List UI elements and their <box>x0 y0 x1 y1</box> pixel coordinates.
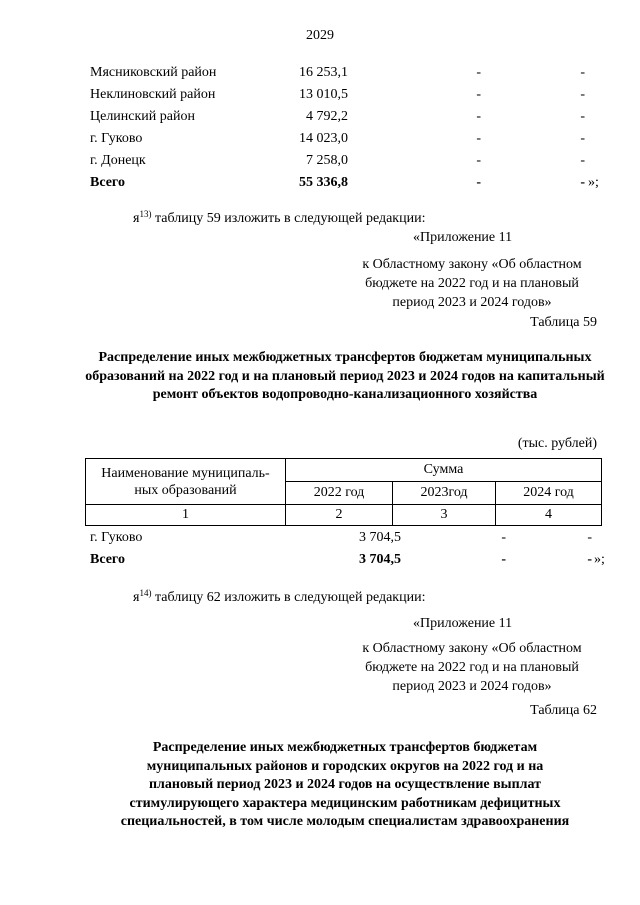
law-line: к Областному закону «Об областном <box>362 641 582 656</box>
amount-2022: 3 704,5 <box>359 530 401 545</box>
amount-2023: - <box>501 530 506 545</box>
table-row <box>90 62 608 84</box>
law-reference <box>334 255 610 312</box>
amount-2023: - <box>476 109 481 124</box>
closing-quote: »; <box>588 175 599 190</box>
closing-quote: »; <box>594 552 605 567</box>
table-row <box>90 150 608 172</box>
column-number: 1 <box>86 505 286 526</box>
amount-2024: - <box>580 87 585 102</box>
year-2024-header: 2024 год <box>496 482 602 505</box>
table-number-62: Таблица 62 <box>530 703 597 718</box>
amount-2024: - <box>587 530 592 545</box>
row-tail <box>585 84 608 106</box>
total-2023: - <box>476 175 481 190</box>
amount-2022: 13 010,5 <box>299 87 348 102</box>
district-name: Неклиновский район <box>90 87 216 102</box>
district-name: Целинский район <box>90 109 195 124</box>
amount-2022: 4 792,2 <box>306 109 348 124</box>
sum-column-header: Сумма <box>286 459 602 482</box>
column-number: 3 <box>393 505 496 526</box>
column-number: 2 <box>286 505 393 526</box>
item-number: 14) <box>139 588 152 598</box>
item-number: 13) <box>139 209 152 219</box>
row-tail <box>585 128 608 150</box>
law-line: бюджете на 2022 год и на плановый <box>365 660 579 675</box>
row-tail <box>592 527 608 549</box>
table1-rows <box>90 62 608 194</box>
table-59-title: Распределение иных межбюджетных трансфертов бюджетам муниципальных образований на 2022 год и на плановый период 2023 и 2024 годов на капитальный ремонт объектов водопроводно-канализационного хозяйства <box>85 350 605 402</box>
table-row <box>90 128 608 150</box>
amount-2023: - <box>476 131 481 146</box>
amendment-14-text <box>133 590 425 606</box>
amount-2023: - <box>476 65 481 80</box>
law-reference <box>334 639 610 696</box>
row-tail <box>585 62 608 84</box>
amount-2023: - <box>476 153 481 168</box>
amount-2022: 7 258,0 <box>306 153 348 168</box>
total-label: Всего <box>90 552 125 567</box>
table-62-title: Распределение иных межбюджетных трансфертов бюджетам муниципальных районов и городских округов на 2022 год и на плановый период 2023 и 2024 годов на осуществление выплат стимулирующего характера медицинским работникам дефицитных специальностей, в том числе молодым специалистам здравоохранения <box>120 740 570 829</box>
table-row <box>90 84 608 106</box>
appendix-label: «Приложение 11 <box>413 616 513 631</box>
year-2022-header: 2022 год <box>286 482 393 505</box>
item-letter: я <box>133 590 140 605</box>
law-line: период 2023 и 2024 годов» <box>392 679 552 694</box>
units-label: (тыс. рублей) <box>517 436 597 451</box>
total-row <box>90 549 608 571</box>
municipality-column-header: Наименование муниципаль- ных образований <box>86 459 286 505</box>
amount-2024: - <box>580 109 585 124</box>
amount-2023: - <box>476 87 481 102</box>
table-number-59: Таблица 59 <box>530 315 597 330</box>
table-59-rows <box>90 527 608 571</box>
total-2024: - <box>580 175 585 190</box>
amendment-13-text <box>133 211 425 227</box>
table-row <box>90 527 608 549</box>
total-row <box>90 172 608 194</box>
district-name: Мясниковский район <box>90 65 217 80</box>
district-name: г. Донецк <box>90 153 146 168</box>
amendment-instruction: таблицу 59 изложить в следующей редакции: <box>151 211 426 226</box>
district-name: г. Гуково <box>90 131 143 146</box>
amount-2022: 14 023,0 <box>299 131 348 146</box>
page-number: 2029 <box>306 28 334 43</box>
amount-2022: 16 253,1 <box>299 65 348 80</box>
law-line: к Областному закону «Об областном <box>362 257 582 272</box>
total-2024: - <box>587 552 592 567</box>
column-number: 4 <box>496 505 602 526</box>
amendment-instruction: таблицу 62 изложить в следующей редакции: <box>151 590 426 605</box>
row-tail <box>585 150 608 172</box>
municipality-name: г. Гуково <box>90 530 143 545</box>
year-2023-header: 2023год <box>393 482 496 505</box>
row-tail <box>585 106 608 128</box>
appendix-label: «Приложение 11 <box>413 230 513 245</box>
amount-2024: - <box>580 131 585 146</box>
law-line: бюджете на 2022 год и на плановый <box>365 276 579 291</box>
table-row <box>90 106 608 128</box>
total-2023: - <box>501 552 506 567</box>
law-line: период 2023 и 2024 годов» <box>392 295 552 310</box>
table-59-header <box>85 458 602 526</box>
total-2022: 3 704,5 <box>359 552 401 567</box>
amount-2024: - <box>580 65 585 80</box>
total-label: Всего <box>90 175 125 190</box>
item-letter: я <box>133 211 140 226</box>
amount-2024: - <box>580 153 585 168</box>
total-2022: 55 336,8 <box>299 175 348 190</box>
